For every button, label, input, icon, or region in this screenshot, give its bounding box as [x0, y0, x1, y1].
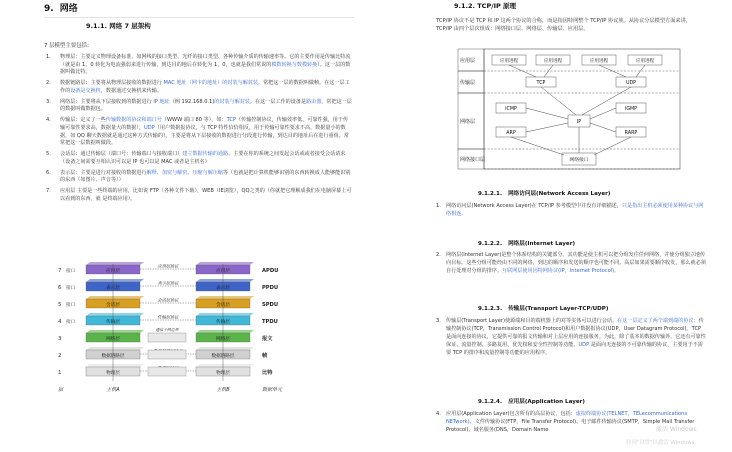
highlight-text: TCP	[226, 117, 237, 124]
osi-diagram	[48, 258, 298, 408]
tcp-link-line	[526, 108, 568, 119]
highlight-text: 模数转换与数模转换	[271, 61, 318, 68]
osi-box-right-label: 表示层	[216, 286, 230, 291]
osi-footer-host-a: 主机A	[106, 387, 120, 393]
tcp-link-line	[511, 137, 564, 155]
subsection-heading	[478, 398, 585, 406]
osi-protocol-label: 表示层协议	[157, 280, 179, 286]
osi-layer-item	[46, 188, 352, 203]
tcp-app-label: 应用进程	[589, 59, 609, 64]
osi-pdu-label: 帧	[262, 353, 268, 359]
tcp-network-label: ICMP	[505, 107, 517, 112]
osi-box-top	[196, 313, 254, 316]
list-number: 2.	[436, 252, 441, 258]
tcp-heading	[454, 2, 516, 11]
body-text: 传输层：定义了一些	[60, 117, 106, 124]
tcp-link-line	[636, 65, 645, 77]
highlight-text: 的封装与解封装	[214, 98, 250, 105]
list-number: 4.	[436, 411, 441, 417]
body-text: （用户数据报协议，与 TCP 特性恰恰相反，用于传输可靠性要求不高，数据量小的数据，如 QQ 聊天数据就是通过这种方式传输的）。主要是将从下层接收的数据进行分段进行传输，到达目的地址后在进行重组。常常把这一层数据叫做段。	[60, 124, 349, 147]
osi-box-right-label: 数据链路层	[211, 354, 235, 359]
body-text: 网络层(Internet Layer)是整个体系结构的关键部分，其功能是使主机可以把分组发往任何网络，并使分组独立地传向目标。这些分组可能经由不同的网络，到达的顺序和发送的顺序也可能不同。高层如果需要顺序收发，那么就必须自行处理对分组的排序。	[446, 252, 706, 274]
body-text: 。主要在你的系统之间发起会话或或者接受会话请求（设备之间需要互相认识可以是 IP 也可以是 MAC 或者是主机名）	[60, 151, 346, 165]
osi-pdu-label: TPDU	[262, 319, 278, 325]
osi-row-number: 7	[58, 268, 62, 274]
subsection-paragraph	[436, 203, 706, 219]
osi-box-top	[86, 347, 144, 350]
osi-layer-item	[46, 151, 352, 166]
osi-row-number: 5	[58, 302, 62, 308]
tcp-app-label: 应用进程	[635, 59, 655, 64]
list-number: 6.	[46, 169, 51, 176]
body-text: 。在这一层工作的设备是	[249, 98, 306, 105]
body-text: 应用层(Application Layer)包含所有的高层协议，包括：	[446, 411, 576, 417]
tcp-heading-number: 9.1.2.	[454, 2, 475, 10]
list-number: 4.	[46, 117, 51, 124]
osi-layer-item	[46, 170, 352, 185]
body-text: 传输层(Transport Layer)使源端和目的端机器上的对等实体可以进行会话。	[446, 318, 618, 324]
osi-row-number: 4	[58, 319, 62, 325]
tcp-link-line	[590, 108, 616, 119]
osi-layer-item	[46, 80, 352, 95]
tcp-interface-label: 网络接口	[569, 158, 589, 163]
body-text: ）。这一层的数据叫做比特。	[60, 61, 351, 76]
subsection-title: 网络层(Internet Layer)	[508, 241, 576, 247]
subsection-paragraph	[436, 252, 706, 276]
highlight-text: IP 地址	[153, 98, 170, 105]
osi-protocol-label: 应用层协议	[157, 263, 179, 269]
body-text: 等（也就是把计算机能够识别的东西转换成人能够能识别的东西（如图片、声音等））	[60, 169, 351, 184]
osi-relay-box	[148, 333, 186, 342]
body-text: 网络访问层(Network Access Layer)在 TCP/IP 参考模型中并没有详细描述，	[446, 203, 622, 209]
osi-box-right-label: 网络层	[216, 337, 230, 342]
osi-box-top	[86, 262, 144, 265]
osi-box-top	[196, 262, 254, 265]
tcp-link-line	[526, 123, 568, 132]
osi-row	[58, 313, 278, 325]
osi-box-right-label: 物理层	[216, 371, 230, 376]
osi-row	[58, 279, 278, 291]
activation-watermark-hint: 转到"设置"以激活 Windows	[626, 440, 695, 446]
tcp-transport-label: UDP	[625, 81, 637, 86]
tcp-heading-title: TCP/IP 原理	[477, 2, 517, 10]
highlight-text: UDP	[578, 341, 590, 348]
tcp-intro: TCP/IP 协议不是 TCP 和 IP 这两个协议的合称，而是指因特网整个 TCP/IP 协议族。从协议分层模型方面来讲，TCP/IP 由四个层次组成：网络接口层、网络层、传输层、应用层。	[436, 18, 691, 32]
tcp-network-label: RARP	[624, 131, 638, 136]
body-text: 、文件传输协议(FTP，File Transfer Protocol)、电子邮件传输协议(SMTP，Simple Mail Transfer Protocol)、域名服务(DNS，Domain Name	[446, 418, 695, 433]
osi-interface-label: 接口	[66, 320, 76, 325]
subsection-number: 9.1.2.4.	[478, 399, 503, 405]
osi-interface-label: 接口	[66, 286, 76, 291]
list-number: 1.	[46, 54, 51, 60]
body-text: ，常把这一层的数据叫做数据包。	[60, 98, 352, 113]
osi-box-left-label: 物理层	[106, 371, 120, 376]
osi-pdu-label: 比特	[262, 370, 273, 376]
highlight-text: 传输数据的协议和端口号	[105, 117, 162, 124]
osi-box-right-label: 会话层	[216, 303, 230, 308]
osi-box-top	[86, 313, 144, 316]
osi-box-left-label: 传输层	[106, 320, 120, 325]
tcp-layer-label: 应用层	[460, 58, 476, 64]
tcp-layer-label: 网络层	[460, 119, 476, 125]
osi-interface-label: 接口	[66, 303, 76, 308]
osi-box-top	[196, 296, 254, 299]
osi-box-top	[86, 330, 144, 333]
list-number: 7.	[46, 188, 51, 195]
list-number: 2.	[46, 80, 51, 87]
osi-layer-list	[46, 54, 352, 206]
highlight-text: 路由器	[306, 98, 322, 105]
highlight-text: 解释、加密与解密、压缩与解压缩	[146, 169, 224, 176]
tcp-app-label: 应用进程	[543, 59, 563, 64]
subsection-paragraph	[436, 318, 706, 357]
body-text: ，数据通过交换机来传输。	[100, 87, 162, 94]
osi-pdu-label: 报文	[262, 336, 273, 342]
osi-box-top	[196, 364, 254, 367]
subsection-heading	[478, 190, 610, 198]
osi-heading-number: 9.1.1.	[86, 22, 107, 30]
osi-box-right-label: 传输层	[216, 320, 230, 325]
osi-box-left-label: 表示层	[106, 286, 120, 291]
osi-relay-box	[148, 367, 186, 376]
highlight-text: UDP	[144, 124, 155, 131]
highlight-text: 虚拟终端协议(TELNET，TELecommunications NETwork)	[446, 411, 687, 425]
highlight-text: MAC 地址（网卡的地址）的封装与解封装	[163, 80, 258, 87]
body-text: 应用层 主要是一些终端的应用，比如说 FTP（各种文件下载），WEB（IE浏览），QQ之类的（你就把它理解成我们在电脑屏幕上可以看到的东西，就 是终端应用）。	[60, 188, 352, 202]
osi-box-top	[86, 296, 144, 299]
osi-row	[58, 296, 278, 308]
body-text: 传输控制协议(TCP，Transmission Control Protocol)和用户数据报协议(UDP，User Datagram Protocol)。TCP 是面向连接的协议，它提供可靠的报文传输和对上层应用的连接服务。为此，除了基本的数据传输外，它还有可靠性保证、流量控制、多路复用、优先权和安全性控制等功能。	[446, 318, 706, 348]
body-text: （WWW 端口 80 等），如：	[161, 117, 227, 124]
body-text: （例 192.168.0.1)	[169, 98, 215, 105]
osi-box-left-label: 网络层	[106, 337, 120, 342]
body-text: 是面向无连接的不可靠传输的协议，主要用于不需要 TCP 的排序和流量控制等功能的应用程序。	[446, 341, 703, 356]
osi-box-top	[86, 364, 144, 367]
osi-row	[58, 262, 278, 274]
body-text: 网络层：主要将从下层接收到的数据进行	[60, 98, 154, 105]
tcp-ip-diagram	[456, 47, 682, 172]
osi-box-left-label: 会话层	[106, 303, 120, 308]
subsection-number: 9.1.2.1.	[478, 191, 503, 197]
osi-relay-box	[148, 350, 186, 359]
osi-footer-layer: 层	[58, 387, 64, 393]
osi-box-left-label: 应用层	[106, 269, 120, 274]
subsection-title: 网络访问层(Network Access Layer)	[508, 191, 611, 197]
osi-row-number: 2	[58, 353, 62, 359]
highlight-text: 互联网层使用因特网协议(IP，Internet Protocol)。	[502, 267, 620, 274]
body-text: （传输控制协议，传输效率低，可靠性强，用于传输可靠性要求高，数据量大的数据），	[60, 117, 349, 131]
subsection-title: 传输层(Transport Layer-TCP/UDP)	[508, 306, 609, 312]
osi-heading-title: 网络 7 层架构	[109, 22, 151, 30]
osi-footer-unit: 数据单元	[262, 387, 283, 393]
osi-box-top	[196, 347, 254, 350]
subsection-number: 9.1.2.2.	[478, 241, 503, 247]
osi-layer-item	[46, 54, 352, 77]
osi-row-number: 1	[58, 370, 62, 376]
list-number: 3.	[436, 318, 441, 324]
list-number: 5.	[46, 151, 51, 158]
subsection-number: 9.1.2.3.	[478, 306, 503, 312]
osi-box-right-label: 应用层	[216, 269, 230, 274]
subsection-heading	[478, 305, 608, 313]
highlight-text: 建立数据传输的通路	[182, 151, 229, 158]
osi-subnet-label: 通信子网边界	[155, 327, 179, 332]
section-number: 9.	[44, 4, 54, 14]
body-text: 表示层：主要是进行对接收的数据进行	[60, 169, 147, 176]
body-text: 物理层：主要定义物理设备标准，如网线的接口类型、光纤的接口类型、各种传输介质的传输速率等。它的主要作用是传输比特流（就是由 1、0 转化为电流强弱来进行传输，到达目的地后在转化为 1、0，也就是我们常说的	[60, 54, 351, 68]
tcp-layer-label: 网络接口层	[460, 157, 486, 163]
osi-box-top	[196, 279, 254, 282]
highlight-text: 设备是交换机	[70, 87, 101, 94]
tcp-link-line	[541, 87, 576, 115]
osi-pdu-label: APDU	[262, 268, 279, 274]
highlight-text: 在这一层定义了两个端到端的协议：	[617, 318, 699, 324]
osi-protocol-label: 会话层协议	[157, 297, 179, 303]
tcp-network-label: ARP	[506, 131, 516, 136]
subsection-heading	[478, 240, 575, 248]
section-heading	[44, 2, 354, 18]
tcp-layer-label: 传输层	[460, 80, 476, 86]
tcp-network-label: IP	[576, 120, 582, 125]
section-title: 网络	[59, 4, 78, 14]
osi-pdu-label: PPDU	[262, 285, 279, 291]
osi-box-top	[86, 279, 144, 282]
tcp-network-label: IGMP	[624, 107, 638, 112]
osi-heading	[86, 22, 151, 31]
osi-layer-item	[46, 99, 352, 114]
list-number: 1.	[436, 203, 441, 209]
list-number: 3.	[46, 98, 51, 105]
body-text: 。常把这一层的数据叫做帧。在这一层工作的	[60, 80, 350, 94]
body-text: 会话层：通过传输层（端口号：传输端口与接收端口）	[60, 151, 183, 158]
osi-interface-label: 接口	[66, 269, 76, 274]
body-text: 数据链路层：主要将从物理层接收的数据进行	[60, 80, 164, 87]
osi-pdu-label: SPDU	[262, 302, 279, 308]
activation-watermark: 激活 Windows	[656, 426, 697, 433]
osi-row-number: 3	[58, 336, 62, 342]
osi-box-left-label: 数据链路层	[101, 354, 125, 359]
tcp-link-line	[590, 123, 616, 132]
osi-protocol-label: 传输层协议	[157, 314, 179, 320]
osi-layer-item	[46, 117, 352, 148]
osi-footer-host-b: 主机B	[216, 387, 230, 393]
osi-row-number: 6	[58, 285, 62, 291]
layers-intro: 7 层模型主要包括：	[44, 43, 93, 49]
highlight-text: 只是指出主机必须使用某种协议与网络相连。	[446, 203, 704, 217]
osi-box-top	[196, 330, 254, 333]
tcp-transport-label: TCP	[536, 81, 546, 86]
tcp-app-label: 应用进程	[499, 59, 519, 64]
subsection-title: 应用层(Application Layer)	[508, 399, 585, 405]
tcp-link-line	[594, 137, 631, 155]
